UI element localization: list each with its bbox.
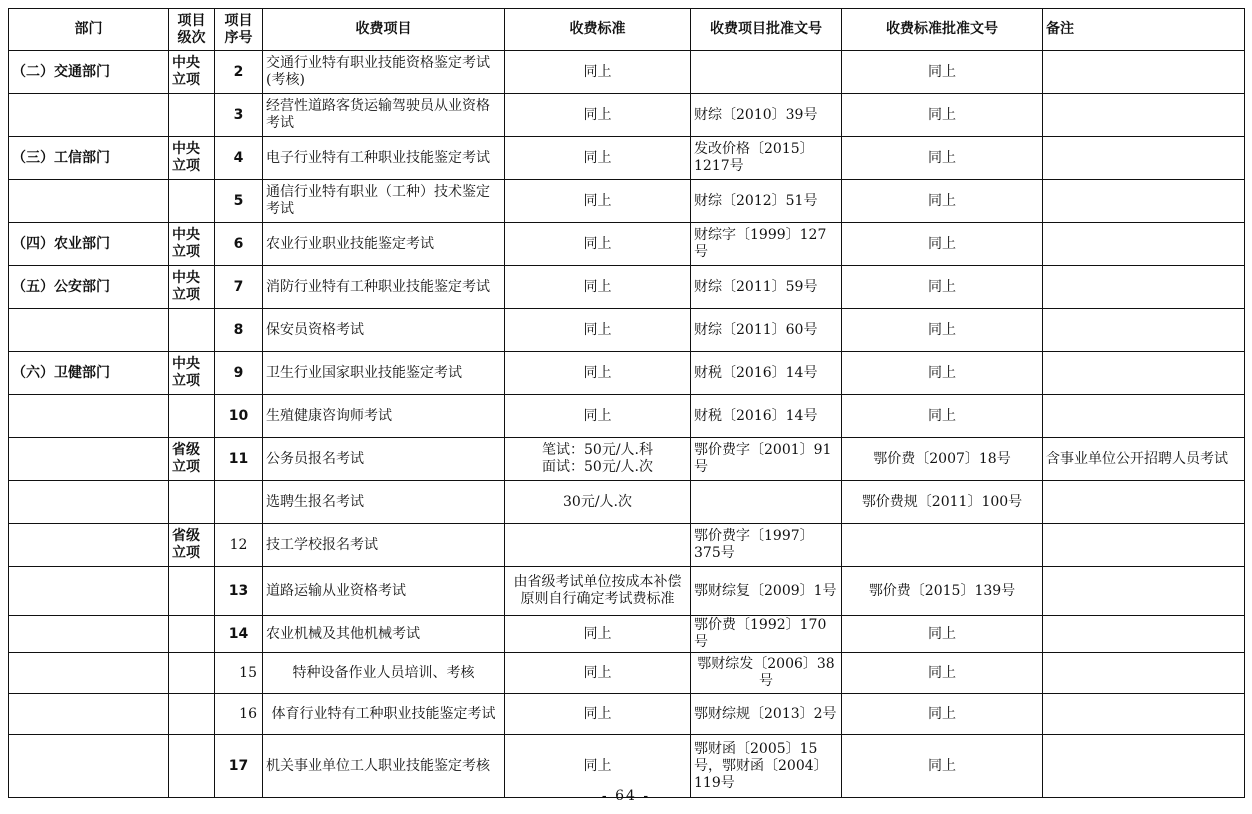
item-cell: 技工学校报名考试 [263, 524, 505, 567]
std-doc-cell: 同上 [842, 694, 1043, 735]
dept-cell [9, 180, 169, 223]
std-doc-cell: 同上 [842, 266, 1043, 309]
table-row [9, 481, 1245, 524]
level-cell [169, 94, 215, 137]
table-row [9, 266, 1245, 309]
header-item-doc: 收费项目批准文号 [691, 9, 842, 51]
item-cell: 通信行业特有职业（工种）技术鉴定考试 [263, 180, 505, 223]
dept-cell [9, 653, 169, 694]
std-doc-cell: 同上 [842, 395, 1043, 438]
item-doc-cell: 鄂价费〔1992〕170号 [691, 616, 842, 653]
remark-cell [1043, 395, 1245, 438]
item-doc-cell [691, 481, 842, 524]
std-clipped-text: 由省级考试单位按成本补偿原则自行确定考试费标准 [513, 574, 682, 607]
seq-cell: 7 [215, 266, 263, 309]
level-cell [169, 653, 215, 694]
seq-cell: 8 [215, 309, 263, 352]
item-cell: 体育行业特有工种职业技能鉴定考试 [263, 694, 505, 735]
std-cell: 同上 [505, 180, 691, 223]
header-std-doc: 收费标准批准文号 [842, 9, 1043, 51]
std-doc-cell: 同上 [842, 223, 1043, 266]
std-cell: 同上 [505, 395, 691, 438]
item-doc-cell: 财综〔2011〕59号 [691, 266, 842, 309]
table-row [9, 653, 1245, 694]
dept-cell: （五）公安部门 [9, 266, 169, 309]
table-row [9, 309, 1245, 352]
item-doc-cell: 财综〔2012〕51号 [691, 180, 842, 223]
std-cell: 同上 [505, 735, 691, 798]
std-doc-cell [842, 524, 1043, 567]
item-doc-cell: 鄂财综发〔2006〕38号 [691, 653, 842, 694]
remark-cell [1043, 51, 1245, 94]
item-cell: 生殖健康咨询师考试 [263, 395, 505, 438]
item-cell: 消防行业特有工种职业技能鉴定考试 [263, 266, 505, 309]
std-cell: 同上 [505, 94, 691, 137]
item-doc-cell: 财综〔2010〕39号 [691, 94, 842, 137]
std-cell [505, 567, 691, 616]
seq-cell: 10 [215, 395, 263, 438]
seq-cell: 9 [215, 352, 263, 395]
item-cell: 选聘生报名考试 [263, 481, 505, 524]
item-doc-cell: 财税〔2016〕14号 [691, 395, 842, 438]
level-cell: 中央立项 [169, 137, 215, 180]
std-cell [505, 438, 691, 481]
table-header-row [9, 9, 1245, 51]
item-cell: 保安员资格考试 [263, 309, 505, 352]
remark-cell [1043, 524, 1245, 567]
item-cell: 经营性道路客货运输驾驶员从业资格考试 [263, 94, 505, 137]
std-cell: 同上 [505, 352, 691, 395]
table-row [9, 395, 1245, 438]
level-cell: 中央立项 [169, 266, 215, 309]
std-doc-cell: 同上 [842, 137, 1043, 180]
std-doc-cell: 同上 [842, 352, 1043, 395]
level-cell [169, 395, 215, 438]
level-cell [169, 567, 215, 616]
std-doc-cell: 同上 [842, 735, 1043, 798]
table-row [9, 180, 1245, 223]
dept-cell [9, 438, 169, 481]
table-row [9, 223, 1245, 266]
header-std: 收费标准 [505, 9, 691, 51]
std-doc-cell: 鄂价费规〔2011〕100号 [842, 481, 1043, 524]
item-doc-cell: 鄂价费字〔2001〕91号 [691, 438, 842, 481]
table-row [9, 94, 1245, 137]
seq-cell: 15 [215, 653, 263, 694]
header-dept: 部门 [9, 9, 169, 51]
std-doc-cell: 同上 [842, 180, 1043, 223]
seq-cell: 5 [215, 180, 263, 223]
dept-cell [9, 309, 169, 352]
table-row [9, 567, 1245, 616]
dept-cell [9, 694, 169, 735]
remark-cell [1043, 352, 1245, 395]
std-doc-cell: 同上 [842, 309, 1043, 352]
level-cell: 省级立项 [169, 438, 215, 481]
table-row [9, 51, 1245, 94]
dept-cell [9, 616, 169, 653]
std-doc-cell: 同上 [842, 51, 1043, 94]
seq-cell: 16 [215, 694, 263, 735]
level-cell [169, 309, 215, 352]
std-cell: 同上 [505, 51, 691, 94]
seq-cell: 12 [215, 524, 263, 567]
remark-cell [1043, 180, 1245, 223]
header-item: 收费项目 [263, 9, 505, 51]
header-level: 项目级次 [169, 9, 215, 51]
std-cell: 同上 [505, 137, 691, 180]
std-doc-cell: 同上 [842, 653, 1043, 694]
item-cell: 公务员报名考试 [263, 438, 505, 481]
table-row [9, 524, 1245, 567]
remark-cell [1043, 223, 1245, 266]
std-doc-cell: 鄂价费〔2007〕18号 [842, 438, 1043, 481]
seq-cell: 6 [215, 223, 263, 266]
remark-cell [1043, 309, 1245, 352]
level-cell: 省级立项 [169, 524, 215, 567]
table-row [9, 616, 1245, 653]
table-row [9, 694, 1245, 735]
dept-cell: （四）农业部门 [9, 223, 169, 266]
item-doc-cell [691, 51, 842, 94]
header-remark: 备注 [1043, 9, 1245, 51]
item-cell: 特种设备作业人员培训、考核 [263, 653, 505, 694]
dept-cell [9, 481, 169, 524]
header-seq: 项目序号 [215, 9, 263, 51]
fee-table [8, 8, 1245, 798]
item-cell: 卫生行业国家职业技能鉴定考试 [263, 352, 505, 395]
remark-cell [1043, 94, 1245, 137]
item-doc-cell: 财税〔2016〕14号 [691, 352, 842, 395]
seq-cell: 3 [215, 94, 263, 137]
table-row [9, 352, 1245, 395]
std-cell: 同上 [505, 653, 691, 694]
remark-cell [1043, 481, 1245, 524]
level-cell [169, 694, 215, 735]
std-cell: 同上 [505, 266, 691, 309]
level-cell: 中央立项 [169, 223, 215, 266]
seq-cell: 4 [215, 137, 263, 180]
item-cell: 交通行业特有职业技能资格鉴定考试(考核) [263, 51, 505, 94]
std-cell [505, 524, 691, 567]
table-row [9, 137, 1245, 180]
seq-cell: 11 [215, 438, 263, 481]
dept-cell [9, 524, 169, 567]
level-cell [169, 481, 215, 524]
remark-cell [1043, 266, 1245, 309]
std-cell: 同上 [505, 309, 691, 352]
remark-cell [1043, 616, 1245, 653]
seq-cell: 17 [215, 735, 263, 798]
std-multiline-text: 笔试：50元/人.科 面试：50元/人.次 [542, 442, 653, 475]
remark-cell [1043, 137, 1245, 180]
item-doc-cell: 鄂价费字〔1997〕375号 [691, 524, 842, 567]
dept-cell [9, 395, 169, 438]
table-row [9, 438, 1245, 481]
item-doc-cell: 鄂财综复〔2009〕1号 [691, 567, 842, 616]
item-cell: 电子行业特有工种职业技能鉴定考试 [263, 137, 505, 180]
remark-cell: 含事业单位公开招聘人员考试 [1043, 438, 1245, 481]
dept-cell [9, 94, 169, 137]
level-cell: 中央立项 [169, 51, 215, 94]
seq-cell: 13 [215, 567, 263, 616]
item-doc-cell: 鄂财函〔2005〕15号，鄂财函〔2004〕119号 [691, 735, 842, 798]
item-doc-cell: 财综字〔1999〕127号 [691, 223, 842, 266]
remark-cell [1043, 694, 1245, 735]
level-cell: 中央立项 [169, 352, 215, 395]
dept-cell: （三）工信部门 [9, 137, 169, 180]
item-cell: 道路运输从业资格考试 [263, 567, 505, 616]
item-cell: 农业行业职业技能鉴定考试 [263, 223, 505, 266]
std-doc-cell: 同上 [842, 94, 1043, 137]
seq-cell: 14 [215, 616, 263, 653]
seq-cell: 2 [215, 51, 263, 94]
page-number: - 64 - [601, 788, 651, 804]
item-doc-cell: 鄂财综规〔2013〕2号 [691, 694, 842, 735]
dept-cell: （六）卫健部门 [9, 352, 169, 395]
std-cell: 同上 [505, 616, 691, 653]
item-cell: 机关事业单位工人职业技能鉴定考核 [263, 735, 505, 798]
std-cell: 同上 [505, 223, 691, 266]
dept-cell: （二）交通部门 [9, 51, 169, 94]
std-doc-cell: 鄂价费〔2015〕139号 [842, 567, 1043, 616]
seq-cell [215, 481, 263, 524]
remark-cell [1043, 567, 1245, 616]
item-cell: 农业机械及其他机械考试 [263, 616, 505, 653]
item-doc-cell: 发改价格〔2015〕1217号 [691, 137, 842, 180]
item-doc-cell: 财综〔2011〕60号 [691, 309, 842, 352]
level-cell [169, 180, 215, 223]
dept-cell [9, 567, 169, 616]
std-doc-cell: 同上 [842, 616, 1043, 653]
std-cell: 同上 [505, 694, 691, 735]
std-cell: 30元/人.次 [505, 481, 691, 524]
level-cell [169, 616, 215, 653]
remark-cell [1043, 653, 1245, 694]
